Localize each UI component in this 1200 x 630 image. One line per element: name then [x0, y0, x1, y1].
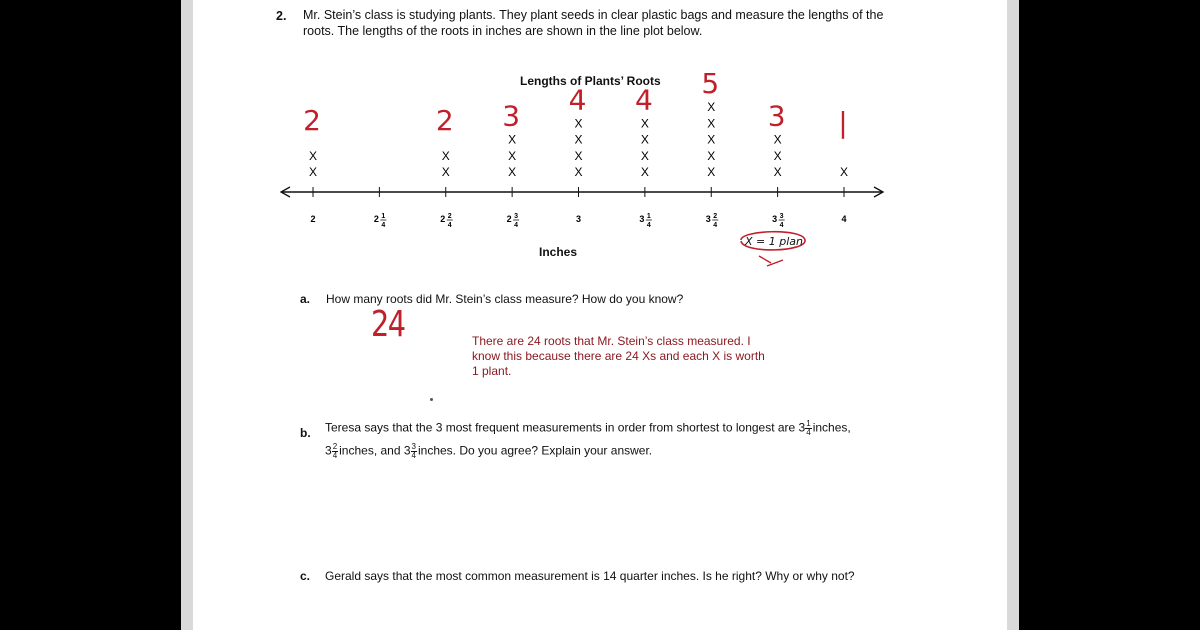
part-b-line2-start: 3 — [325, 443, 332, 458]
part-b-letter: b. — [300, 426, 311, 440]
x-mark: X — [839, 165, 849, 179]
tick-label: 2 — [310, 214, 316, 224]
tick-label: 4 — [841, 214, 847, 224]
worksheet-page — [193, 0, 1007, 630]
x-mark: X — [640, 116, 649, 131]
question-number: 2. — [276, 9, 287, 23]
tick-label-denominator: 4 — [447, 222, 452, 229]
fraction-numerator: 2 — [332, 442, 338, 451]
part-c-letter: c. — [300, 569, 311, 583]
x-mark: X — [508, 148, 517, 163]
tick-label-denominator: 4 — [779, 222, 784, 229]
typed-answer-a: There are 24 roots that Mr. Stein’s class measured. I know this because there are 24 Xs and each X is worth 1 plant. — [472, 334, 765, 378]
x-mark: X — [441, 165, 450, 179]
x-mark: X — [640, 132, 649, 147]
part-a-question: How many roots did Mr. Stein’s class measure? How do you know? — [326, 292, 684, 306]
fraction-three-quarters — [411, 443, 417, 460]
plot-key — [741, 232, 805, 266]
part-b-line1-end: inches, — [812, 420, 851, 435]
chart-title: Lengths of Plants’ Roots — [520, 74, 661, 88]
part-b-line2-mid: inches, and 3 — [339, 443, 411, 458]
fraction-denominator: 4 — [806, 428, 811, 437]
x-mark: X — [640, 148, 649, 163]
x-mark: X — [773, 132, 782, 147]
tick-labels — [310, 213, 846, 229]
x-mark: X — [707, 116, 716, 131]
viewer-right-edge — [1007, 0, 1019, 630]
tick-label-whole: 2 — [440, 214, 446, 224]
tick-label-denominator: 4 — [713, 222, 718, 229]
x-mark: X — [707, 165, 716, 179]
tick-label-numerator: 3 — [514, 213, 519, 220]
question-stem-line2: roots. The lengths of the roots in inches are shown in the line plot below. — [303, 24, 703, 38]
x-mark: X — [574, 165, 583, 179]
x-mark: X — [574, 116, 583, 131]
fraction-one-quarter — [805, 420, 811, 437]
tick-label-numerator: 3 — [779, 213, 784, 220]
handwritten-answer-24: 24 — [371, 304, 405, 345]
x-mark: X — [441, 148, 450, 163]
fraction-numerator: 1 — [806, 419, 811, 428]
viewer-left-edge — [181, 0, 193, 630]
stray-dot — [430, 398, 433, 401]
x-mark: X — [308, 165, 318, 179]
tick-label-numerator: 2 — [713, 213, 718, 220]
x-mark: X — [773, 165, 782, 179]
x-mark: X — [707, 100, 716, 115]
x-mark: X — [773, 148, 782, 163]
fraction-two-quarters — [332, 443, 338, 460]
handwritten-count: 3 — [767, 99, 786, 133]
x-mark: X — [574, 132, 583, 147]
tick-label-denominator: 4 — [381, 222, 386, 229]
tick-label: 3 — [575, 214, 582, 224]
x-mark: X — [640, 165, 649, 179]
part-c-question: Gerald says that the most common measurement is 14 quarter inches. Is he right? Why or why not? — [325, 569, 855, 583]
part-b-line1 — [325, 420, 851, 437]
key-label: X = 1 plan — [745, 235, 803, 248]
part-b-line2-end: inches. Do you agree? Explain your answer. — [417, 443, 653, 458]
part-b-line1-text: Teresa says that the 3 most frequent measurements in order from shortest to longest are 3 — [325, 420, 806, 435]
tick-label-numerator: 2 — [447, 213, 452, 220]
tick-label-whole: 3 — [705, 214, 711, 224]
handwritten-count: | — [838, 106, 848, 139]
tick-label-whole: 3 — [639, 214, 645, 224]
handwritten-count: 3 — [502, 99, 521, 133]
x-axis-label: Inches — [539, 245, 578, 259]
tick-label-numerator: 1 — [381, 213, 386, 220]
tick-label-whole: 2 — [506, 214, 512, 224]
handwritten-count: 4 — [568, 83, 587, 117]
x-mark: X — [508, 132, 517, 147]
number-line — [281, 187, 883, 197]
fraction-denominator: 4 — [411, 451, 416, 460]
x-mark: X — [707, 132, 716, 147]
tick-label-denominator: 4 — [514, 222, 519, 229]
x-mark: X — [574, 148, 583, 163]
question-stem-line1: Mr. Stein’s class is studying plants. They plant seeds in clear plastic bags and measure the lengths of the — [303, 8, 884, 22]
x-mark: X — [707, 148, 716, 163]
x-mark: X — [308, 148, 318, 163]
part-a-letter: a. — [300, 292, 311, 306]
key-underline-arrow — [759, 256, 783, 266]
tick-label-whole: 3 — [772, 214, 778, 224]
handwritten-count: 4 — [634, 83, 653, 117]
x-mark: X — [508, 165, 517, 179]
fraction-numerator: 3 — [411, 442, 416, 451]
tick-label-whole: 2 — [373, 214, 379, 224]
line-plot — [193, 60, 1007, 270]
handwritten-count: 5 — [701, 67, 720, 101]
tick-label-numerator: 1 — [646, 213, 651, 220]
handwritten-count: 2 — [303, 104, 321, 137]
tick-label-denominator: 4 — [646, 222, 651, 229]
part-b-line2 — [325, 443, 652, 460]
fraction-denominator: 4 — [332, 451, 338, 460]
handwritten-count: 2 — [435, 104, 454, 137]
